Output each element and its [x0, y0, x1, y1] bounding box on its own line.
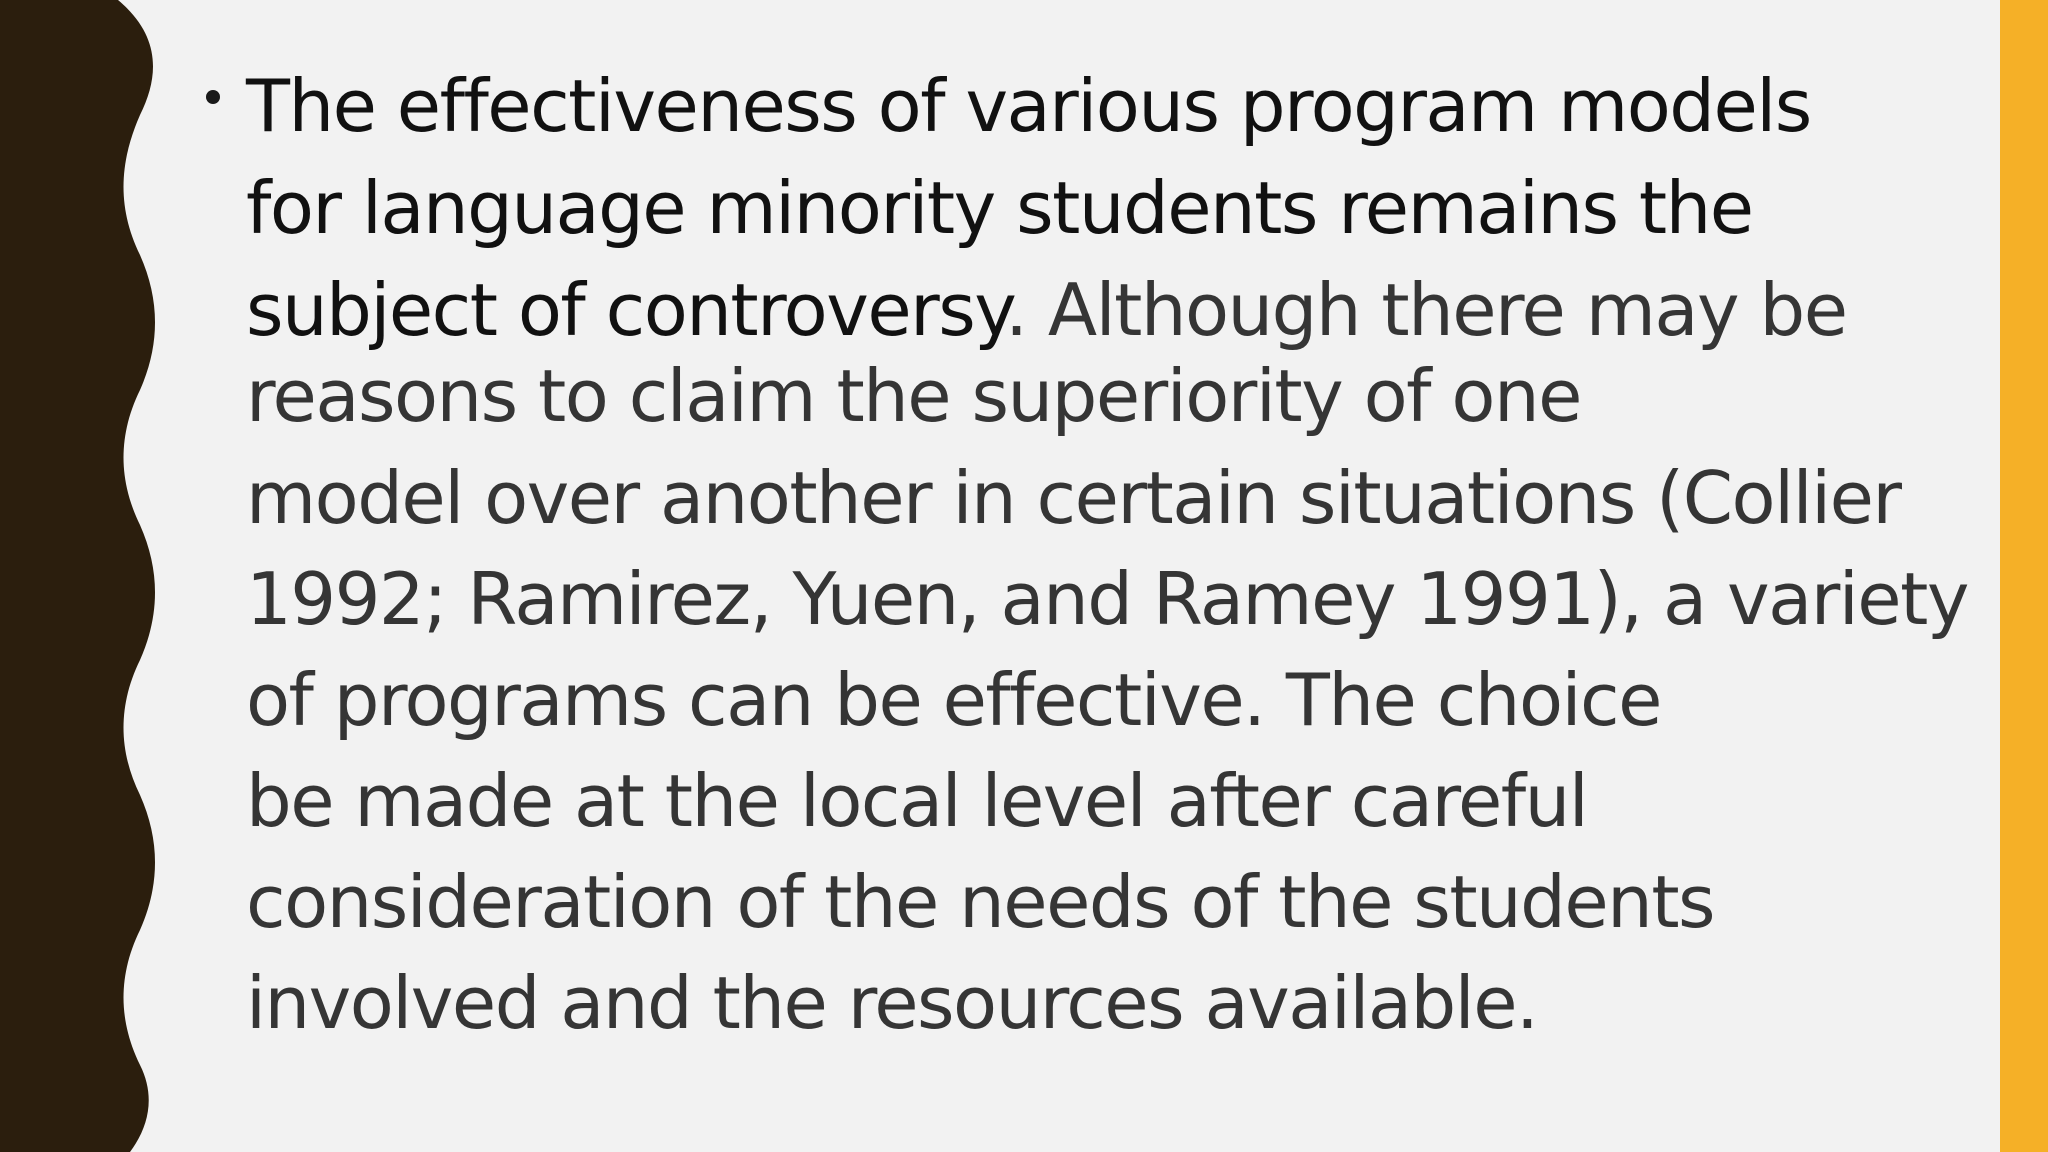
right-accent-band — [2000, 0, 2048, 1152]
body-line-10: involved and the resources available. — [246, 961, 1538, 1045]
wave-shape — [0, 0, 155, 1152]
body-line-9: consideration of the needs of the students — [246, 860, 1715, 944]
light-line-3-rest: . Although there may be — [1005, 268, 1847, 352]
bold-line-2: for language minority students remains the — [246, 166, 1753, 250]
body-line-7: of programs can be effective. The choice — [246, 658, 1661, 742]
body-line-5: model over another in certain situations (Collier — [246, 456, 1901, 540]
bold-line-3: subject of controversy — [246, 268, 1006, 352]
body-line-6: 1992; Ramirez, Yuen, and Ramey 1991), a variety — [246, 557, 1968, 641]
mixed-line-3 — [246, 268, 1847, 352]
bullet-dot — [206, 90, 220, 104]
body-line-8: be made at the local level after careful — [246, 759, 1588, 843]
bold-line-1: The effectiveness of various program models — [246, 64, 1811, 148]
left-decorative-wave-band — [0, 0, 160, 1152]
body-line-4: reasons to claim the superiority of one — [246, 354, 1581, 438]
